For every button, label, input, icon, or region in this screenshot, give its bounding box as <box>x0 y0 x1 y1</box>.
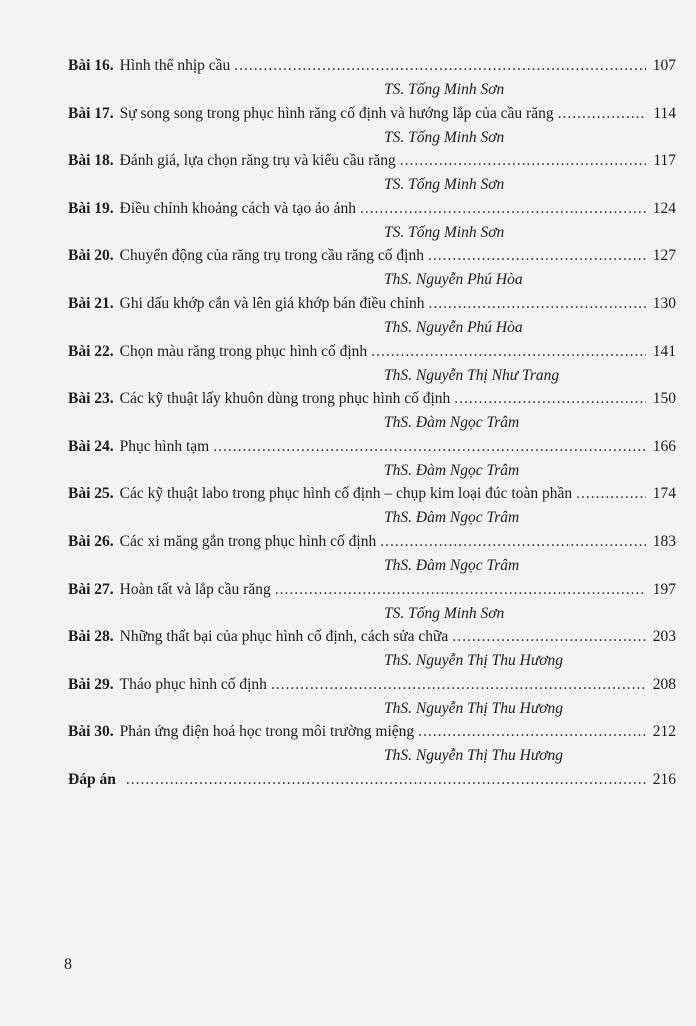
dot-leader <box>454 389 646 409</box>
dot-leader <box>400 151 646 171</box>
toc-entry <box>68 437 676 485</box>
lesson-title: Các kỹ thuật lấy khuôn dùng trong phục hình cố định <box>119 390 451 408</box>
dot-leader <box>418 722 646 742</box>
lesson-title: Ghi dấu khớp cắn và lên giá khớp bán điều chỉnh <box>119 294 425 312</box>
lesson-title: Chọn màu răng trong phục hình cố định <box>119 342 368 360</box>
toc-entry <box>68 342 676 390</box>
page-number: 8 <box>64 956 72 973</box>
toc-entry <box>68 580 676 628</box>
lesson-number: Bài 27. <box>68 580 114 598</box>
lesson-page: 141 <box>652 342 676 360</box>
dot-leader <box>428 294 646 314</box>
lesson-number: Bài 30. <box>68 723 114 741</box>
dot-leader <box>576 484 646 504</box>
dot-leader <box>380 532 646 552</box>
lesson-page: 150 <box>652 390 676 408</box>
answers-title: Đáp án <box>68 770 116 788</box>
lesson-number: Bài 29. <box>68 675 114 693</box>
lesson-page: 127 <box>652 247 676 265</box>
dot-leader <box>558 104 646 124</box>
lesson-number: Bài 25. <box>68 485 114 503</box>
lesson-title: Phục hình tạm <box>119 437 210 455</box>
lesson-author: ThS. Nguyễn Phú Hòa <box>384 318 523 336</box>
dot-leader <box>452 627 646 647</box>
lesson-page: 114 <box>653 104 676 122</box>
lesson-page: 174 <box>652 485 676 503</box>
toc-entry <box>68 722 676 770</box>
lesson-number: Bài 23. <box>68 390 114 408</box>
lesson-author: ThS. Nguyễn Thị Thu Hương <box>384 699 564 717</box>
lesson-title: Chuyển động của răng trụ trong cầu răng cố định <box>119 247 424 265</box>
lesson-title: Hoàn tất và lắp cầu răng <box>119 580 271 598</box>
lesson-title: Các xi măng gắn trong phục hình cố định <box>119 532 377 550</box>
lesson-page: 117 <box>653 152 676 170</box>
toc-entry <box>68 627 676 675</box>
lesson-page: 212 <box>652 723 676 741</box>
lesson-title: Sự song song trong phục hình răng cố định và hướng lắp của cầu răng <box>119 104 554 122</box>
toc-entry <box>68 151 676 199</box>
answers-page: 216 <box>652 770 676 788</box>
lesson-number: Bài 28. <box>68 628 114 646</box>
lesson-author: ThS. Đàm Ngọc Trâm <box>384 509 520 527</box>
toc-entry <box>68 294 676 342</box>
toc-entry <box>68 104 676 152</box>
lesson-author: ThS. Nguyễn Thị Thu Hương <box>384 747 564 765</box>
lesson-title: Các kỹ thuật labo trong phục hình cố định – chụp kim loại đúc toàn phần <box>119 485 573 503</box>
dot-leader <box>371 342 646 362</box>
lesson-author: TS. Tống Minh Sơn <box>384 81 505 98</box>
lesson-number: Bài 19. <box>68 199 114 217</box>
lesson-page: 166 <box>652 437 676 455</box>
toc-entry <box>68 56 676 104</box>
lesson-page: 208 <box>652 675 676 693</box>
lesson-number: Bài 26. <box>68 532 114 550</box>
lesson-number: Bài 22. <box>68 342 114 360</box>
lesson-page: 107 <box>652 57 676 74</box>
lesson-author: ThS. Đàm Ngọc Trâm <box>384 414 520 432</box>
dot-leader <box>275 580 646 600</box>
lesson-author: ThS. Nguyễn Thị Như Trang <box>384 366 560 384</box>
toc-entry <box>68 484 676 532</box>
dot-leader <box>234 56 646 76</box>
dot-leader <box>126 770 646 790</box>
toc-entry <box>68 246 676 294</box>
lesson-title: Tháo phục hình cố định <box>119 675 267 693</box>
lesson-author: TS. Tống Minh Sơn <box>384 128 505 146</box>
lesson-number: Bài 18. <box>68 152 114 170</box>
toc-entry-answers <box>68 770 676 800</box>
lesson-title: Hình thể nhịp cầu <box>119 57 231 74</box>
lesson-title: Điều chỉnh khoảng cách và tạo ảo ảnh <box>119 199 356 217</box>
lesson-number: Bài 17. <box>68 104 114 122</box>
lesson-author: ThS. Đàm Ngọc Trâm <box>384 556 520 574</box>
lesson-number: Bài 16. <box>68 57 114 74</box>
dot-leader <box>360 199 646 219</box>
toc-entry <box>68 199 676 247</box>
lesson-page: 130 <box>652 294 676 312</box>
dot-leader <box>213 437 646 457</box>
lesson-author: ThS. Nguyễn Thị Thu Hương <box>384 652 564 670</box>
lesson-page: 183 <box>652 532 676 550</box>
dot-leader <box>428 246 646 266</box>
dot-leader <box>271 675 646 695</box>
toc-entry <box>68 389 676 437</box>
lesson-title: Phản ứng điện hoá học trong môi trường miệng <box>119 723 415 741</box>
lesson-author: ThS. Nguyễn Phú Hòa <box>384 271 523 289</box>
lesson-author: TS. Tống Minh Sơn <box>384 604 505 622</box>
toc-entry <box>68 532 676 580</box>
lesson-author: TS. Tống Minh Sơn <box>384 223 505 241</box>
table-of-contents <box>68 56 676 800</box>
lesson-author: TS. Tống Minh Sơn <box>384 176 505 194</box>
lesson-page: 124 <box>652 199 676 217</box>
lesson-page: 197 <box>652 580 676 598</box>
lesson-title: Đánh giá, lựa chọn răng trụ và kiểu cầu răng <box>119 152 396 170</box>
lesson-author: ThS. Đàm Ngọc Trâm <box>384 461 520 479</box>
lesson-number: Bài 21. <box>68 294 114 312</box>
lesson-title: Những thất bại của phục hình cố định, cách sửa chữa <box>119 628 449 646</box>
lesson-number: Bài 20. <box>68 247 114 265</box>
lesson-number: Bài 24. <box>68 437 114 455</box>
toc-entry <box>68 675 676 723</box>
lesson-page: 203 <box>652 628 676 646</box>
